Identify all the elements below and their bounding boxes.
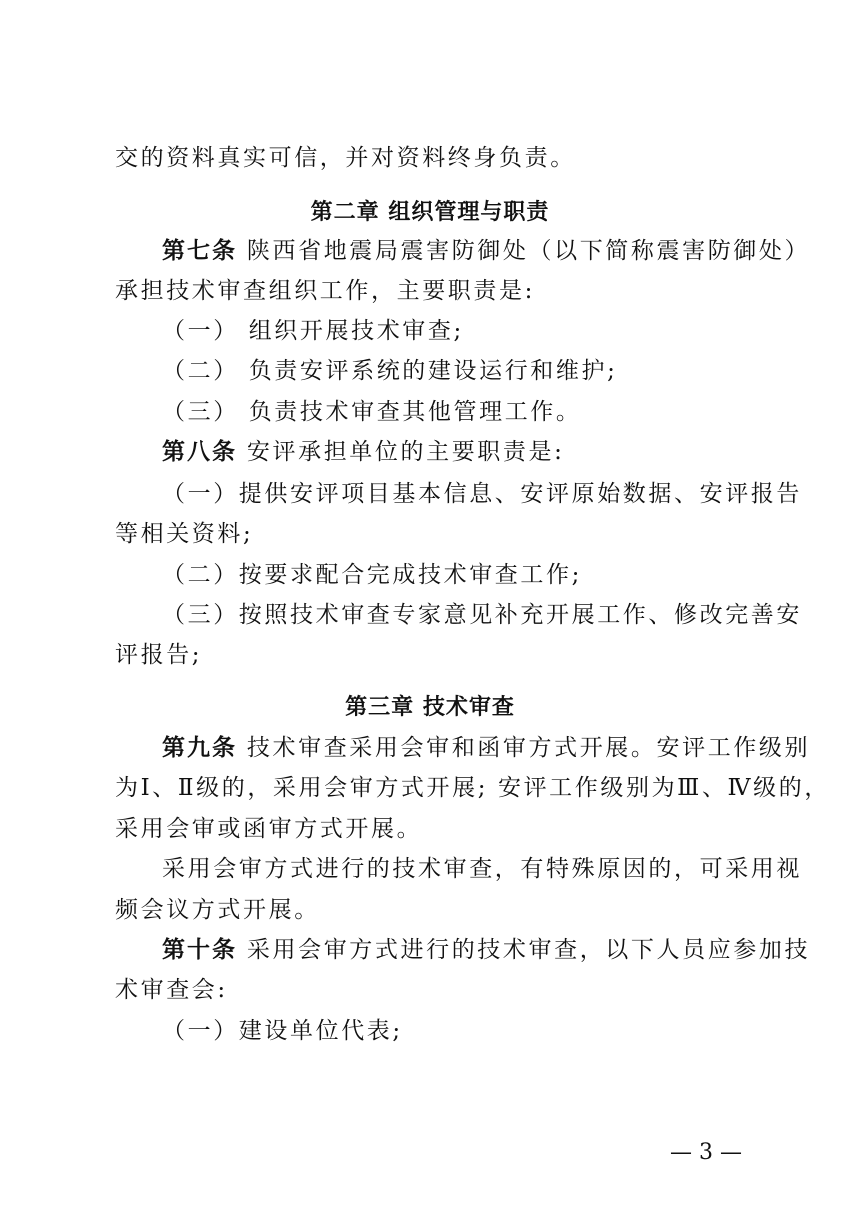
paragraph-line: 频会议方式开展。 [115, 897, 320, 923]
article-line [162, 935, 811, 965]
article-line [162, 733, 811, 763]
article-text: 技术审查采用会审和函审方式开展。安评工作级别 [237, 735, 811, 761]
chapter-heading: 第三章 技术审查 [345, 695, 515, 720]
list-item: （一）提供安评项目基本信息、安评原始数据、安评报告 [162, 481, 802, 507]
paragraph-line: 交的资料真实可信，并对资料终身负责。 [115, 145, 576, 171]
article-label: 第十条 [162, 937, 237, 963]
article-label: 第八条 [162, 439, 237, 465]
page-number: — 3 — [670, 1140, 742, 1165]
chapter-heading: 第二章 组织管理与职责 [310, 200, 550, 225]
article-label: 第九条 [162, 735, 237, 761]
paragraph-line: 采用会审或函审方式开展。 [115, 816, 423, 842]
paragraph-line: 等相关资料; [115, 521, 254, 547]
list-item: （一）建设单位代表; [162, 1018, 403, 1044]
article-text: 陕西省地震局震害防御处（以下简称震害防御处） [237, 238, 811, 264]
paragraph-line: 承担技术审查组织工作，主要职责是: [115, 278, 535, 304]
article-text: 安评承担单位的主要职责是: [237, 439, 565, 465]
list-item: （三）按照技术审查专家意见补充开展工作、修改完善安 [162, 602, 802, 628]
list-item: （三） 负责技术审查其他管理工作。 [162, 399, 582, 425]
paragraph-line: 为Ⅰ、Ⅱ级的，采用会审方式开展; 安评工作级别为Ⅲ、Ⅳ级的， [115, 775, 830, 801]
list-item: （一） 组织开展技术审查; [162, 318, 464, 344]
paragraph-line: 术审查会: [115, 977, 228, 1003]
article-line [162, 236, 811, 266]
article-label: 第七条 [162, 238, 237, 264]
list-item: （二）按要求配合完成技术审查工作; [162, 562, 582, 588]
article-text: 采用会审方式进行的技术审查，以下人员应参加技 [237, 937, 811, 963]
article-line [162, 437, 802, 467]
list-item: （二） 负责安评系统的建设运行和维护; [162, 358, 618, 384]
paragraph-line: 评报告; [115, 642, 203, 668]
paragraph-line: 采用会审方式进行的技术审查，有特殊原因的，可采用视 [162, 856, 802, 882]
